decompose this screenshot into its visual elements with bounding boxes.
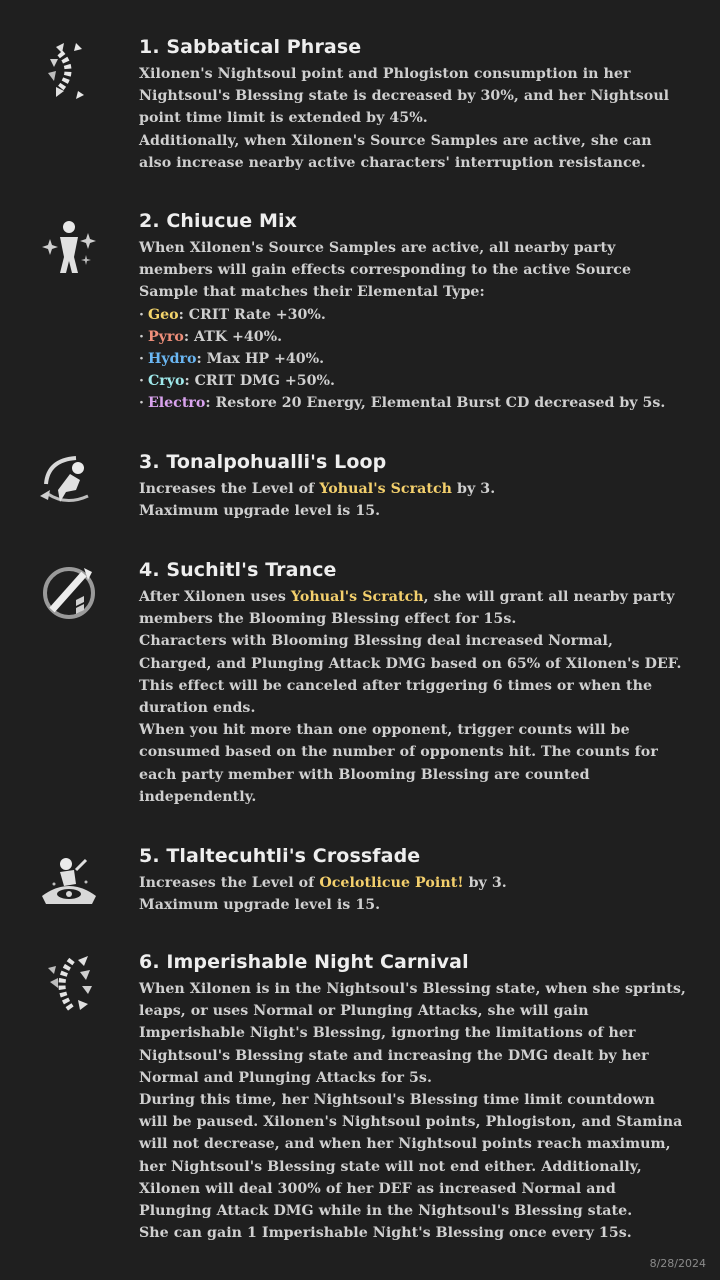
description-line: her Nightsoul's Blessing state will not end either. Additionally,	[139, 1158, 642, 1175]
sabbatical-phrase-icon	[36, 37, 102, 103]
description-line: duration ends.	[139, 700, 256, 717]
description-line: members the Blooming Blessing effect for 15s.	[139, 611, 517, 628]
bullet-text: : ATK +40%.	[183, 328, 283, 345]
talent-link-yohuals-scratch: Yohual's Scratch	[319, 481, 453, 497]
chiucue-mix-icon	[36, 213, 102, 279]
element-electro: Electro	[147, 395, 206, 412]
text-segment: Increases the Level of	[139, 875, 320, 891]
suchitl-trance-icon	[36, 560, 102, 626]
description-line: Nightsoul's Blessing state and increasing the DMG dealt by her	[139, 1047, 649, 1064]
description-line	[139, 478, 699, 500]
entry-title: 2. Chiucue Mix	[139, 210, 297, 232]
bullet-pyro: · Pyro: ATK +40%.	[139, 328, 283, 345]
description-line: each party member with Blooming Blessing are counted	[139, 766, 590, 783]
element-cryo: Cryo	[147, 373, 185, 390]
element-pyro: Pyro	[147, 328, 184, 345]
talent-link-yohuals-scratch: Yohual's Scratch	[290, 589, 424, 605]
text-segment: by 3.	[452, 481, 496, 497]
description-line: Xilonen will deal 300% of her DEF as increased Normal and	[139, 1180, 616, 1197]
entry-title: 6. Imperishable Night Carnival	[139, 951, 469, 973]
tonalpohualli-loop-icon	[36, 450, 102, 516]
description-line	[139, 586, 699, 608]
text-segment: After Xilonen uses	[139, 589, 291, 605]
text-segment: by 3.	[463, 875, 507, 891]
description-line: Maximum upgrade level is 15.	[139, 503, 381, 520]
footer-date: 8/28/2024	[649, 1257, 706, 1270]
description-line: members will gain effects corresponding to the active Source	[139, 262, 632, 279]
bullet-hydro: · Hydro: Max HP +40%.	[139, 351, 325, 368]
description-line: point time limit is extended by 45%.	[139, 110, 428, 127]
bullet-text: : Max HP +40%.	[196, 351, 325, 368]
description-line: Sample that matches their Elemental Type:	[139, 284, 485, 301]
description-line: When Xilonen's Source Samples are active, all nearby party	[139, 240, 616, 256]
description-line: During this time, her Nightsoul's Blessing time limit countdown	[139, 1092, 655, 1109]
description-line: Nightsoul's Blessing state is decreased by 30%, and her Nightsoul	[139, 88, 670, 105]
entry-title: 5. Tlaltecuhtli's Crossfade	[139, 845, 421, 867]
talent-link-ocelotlicue-point: Ocelotlicue Point!	[319, 875, 464, 891]
description-line: Additionally, when Xilonen's Source Samples are active, she can	[139, 132, 652, 149]
description-line: Maximum upgrade level is 15.	[139, 897, 381, 914]
entry-title: 4. Suchitl's Trance	[139, 559, 337, 581]
element-geo: Geo	[147, 306, 179, 323]
description-line: This effect will be canceled after triggering 6 times or when the	[139, 677, 653, 694]
description-line: also increase nearby active characters' interruption resistance.	[139, 154, 646, 171]
imperishable-night-carnival-icon	[36, 952, 102, 1018]
entry-title: 1. Sabbatical Phrase	[139, 36, 362, 58]
description-line: will not decrease, and when her Nightsoul points reach maximum,	[139, 1136, 671, 1153]
description-line: Plunging Attack DMG while in the Nightsoul's Blessing state.	[139, 1203, 633, 1220]
description-line: independently.	[139, 788, 257, 805]
bullet-text: : Restore 20 Energy, Elemental Burst CD decreased by 5s.	[205, 395, 666, 412]
description-line: Imperishable Night's Blessing, ignoring the limitations of her	[139, 1025, 636, 1042]
description-line: She can gain 1 Imperishable Night's Blessing once every 15s.	[139, 1225, 632, 1242]
description-line: When Xilonen is in the Nightsoul's Blessing state, when she sprints,	[139, 981, 686, 997]
bullet-text: : CRIT DMG +50%.	[184, 373, 335, 390]
description-line: Charged, and Plunging Attack DMG based on 65% of Xilonen's DEF.	[139, 655, 682, 672]
bullet-cryo: · Cryo: CRIT DMG +50%.	[139, 373, 335, 390]
bullet-text: : CRIT Rate +30%.	[178, 306, 326, 323]
entry-title: 3. Tonalpohualli's Loop	[139, 451, 387, 473]
description-line: Normal and Plunging Attacks for 5s.	[139, 1069, 432, 1086]
bullet-electro: · Electro: Restore 20 Energy, Elemental Burst CD decreased by 5s.	[139, 395, 666, 412]
tlaltecuhtli-crossfade-icon	[36, 846, 102, 912]
text-segment: Increases the Level of	[139, 481, 320, 497]
text-segment: , she will grant all nearby party	[423, 589, 675, 605]
description-line: will be paused. Xilonen's Nightsoul points, Phlogiston, and Stamina	[139, 1114, 683, 1131]
element-hydro: Hydro	[147, 351, 197, 368]
description-line: When you hit more than one opponent, trigger counts will be	[139, 722, 630, 739]
description-line: consumed based on the number of opponents hit. The counts for	[139, 744, 658, 761]
description-line: Xilonen's Nightsoul point and Phlogiston consumption in her	[139, 66, 631, 82]
description-line: Characters with Blooming Blessing deal increased Normal,	[139, 633, 613, 650]
bullet-geo: · Geo: CRIT Rate +30%.	[139, 306, 326, 323]
description-line	[139, 872, 699, 894]
description-line: leaps, or uses Normal or Plunging Attacks, she will gain	[139, 1003, 589, 1020]
